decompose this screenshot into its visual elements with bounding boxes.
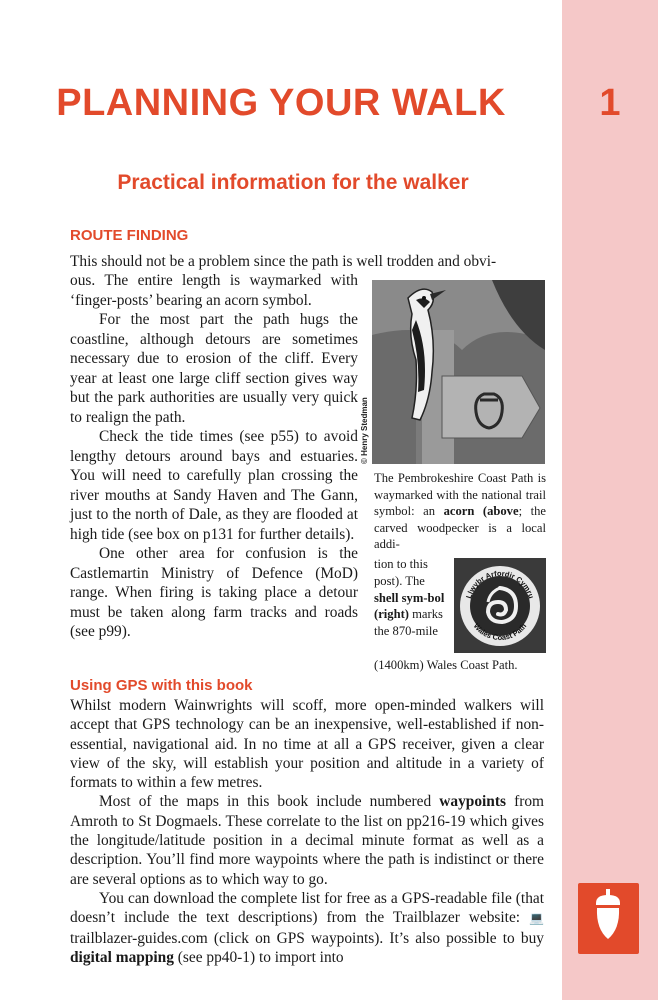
chapter-number: 1 xyxy=(599,82,621,124)
shell-badge-bottom-text: Wales Coast Path xyxy=(471,621,529,643)
gps-paragraph-2: Most of the maps in this book include numbered waypoints from Amroth to St Dogmaels. These correlate to the list on pp216-19 which gives the longitude/latitude position in a decimal minute format as well as a description. You’ll find more waypoints where the path is indistinct or there are several options as to which way to go. xyxy=(70,793,544,888)
trailblazer-website-link[interactable]: trailblazer-guides.com xyxy=(70,929,208,947)
gps-paragraph-1: Whilst modern Wainwrights will scoff, more open-minded walkers will accept that GPS technology can be an inexpensive, well-established if non-essential, navigational aid. In no time at all a GPS receiver, given a clear view of the sky, will establish your position and altitude in a variety of formats to within a few metres. xyxy=(70,697,544,792)
route-finding-column xyxy=(70,271,358,642)
route-finding-paragraph-1: ous. The entire length is waymarked with ‘finger-posts’ bearing an acorn symbol. xyxy=(70,272,358,309)
caption-above: (above xyxy=(482,504,519,519)
chapter-tab-strip xyxy=(562,0,658,1000)
digital-mapping-bold: digital mapping xyxy=(70,948,174,966)
gps-heading: Using GPS with this book xyxy=(70,677,253,694)
gps-paragraph-3: You can download the complete list for free as a GPS-readable file (that doesn’t include the text descriptions) from the Trailblazer website: 💻 trailblazer-guides.com (click on GPS waypoints). It’s also possible to buy digital mapping (see pp40-1) to import into xyxy=(70,889,544,966)
chapter-title: PLANNING YOUR WALK xyxy=(56,82,506,124)
route-finding-paragraph-3: Check the tide times (see p55) to avoid lengthy detours around bays and estuaries. You will need to carefully plan crossing the river mouths at Sandy Haven and The Gann, just to the north of Dale, as they are flooded at high tide (see box on p131 for further details). xyxy=(70,428,358,543)
caption-acorn: acorn xyxy=(443,504,475,519)
chapter-subtitle: Practical information for the walker xyxy=(117,171,469,194)
route-finding-paragraph-2: For the most part the path hugs the coastline, although detours are sometimes necessary due to erosion of the cliff. Every year at least one large cliff section gives way but the park authorities are usually very quick to realign the path. xyxy=(70,311,358,426)
caption-shell-symbol: shell sym-bol xyxy=(374,590,445,605)
acorn-icon xyxy=(578,883,639,954)
wales-coast-path-shell-badge xyxy=(454,558,546,653)
route-finding-first-line: This should not be a problem since the path is well trodden and obvi- xyxy=(70,253,497,270)
photo-credit: © Henry Stedman xyxy=(360,397,369,464)
route-finding-paragraph-4: One other area for confusion is the Castlemartin Ministry of Defence (MoD) range. When firing is taking place a detour must be taken along farm tracks and roads (see p99). xyxy=(70,545,358,640)
photo-caption-part-3: (1400km) Wales Coast Path. xyxy=(374,658,518,672)
waymark-post-photo xyxy=(372,280,545,464)
gps-section xyxy=(70,696,544,967)
caption-right: (right) xyxy=(374,607,409,622)
route-finding-heading: ROUTE FINDING xyxy=(70,227,189,244)
waypoints-bold: waypoints xyxy=(439,793,506,811)
computer-icon: 💻 xyxy=(529,911,544,926)
shell-badge-top-text: Llwybr Arfordir Cymru xyxy=(464,568,536,600)
photo-caption-part-1: The Pembrokeshire Coast Path is waymarked with the national trail symbol: an acorn (above; the carved woodpecker is a local addi- xyxy=(374,471,546,552)
photo-caption-part-2: tion to this post). The shell sym-bol (right) marks the 870-mile xyxy=(374,557,445,639)
